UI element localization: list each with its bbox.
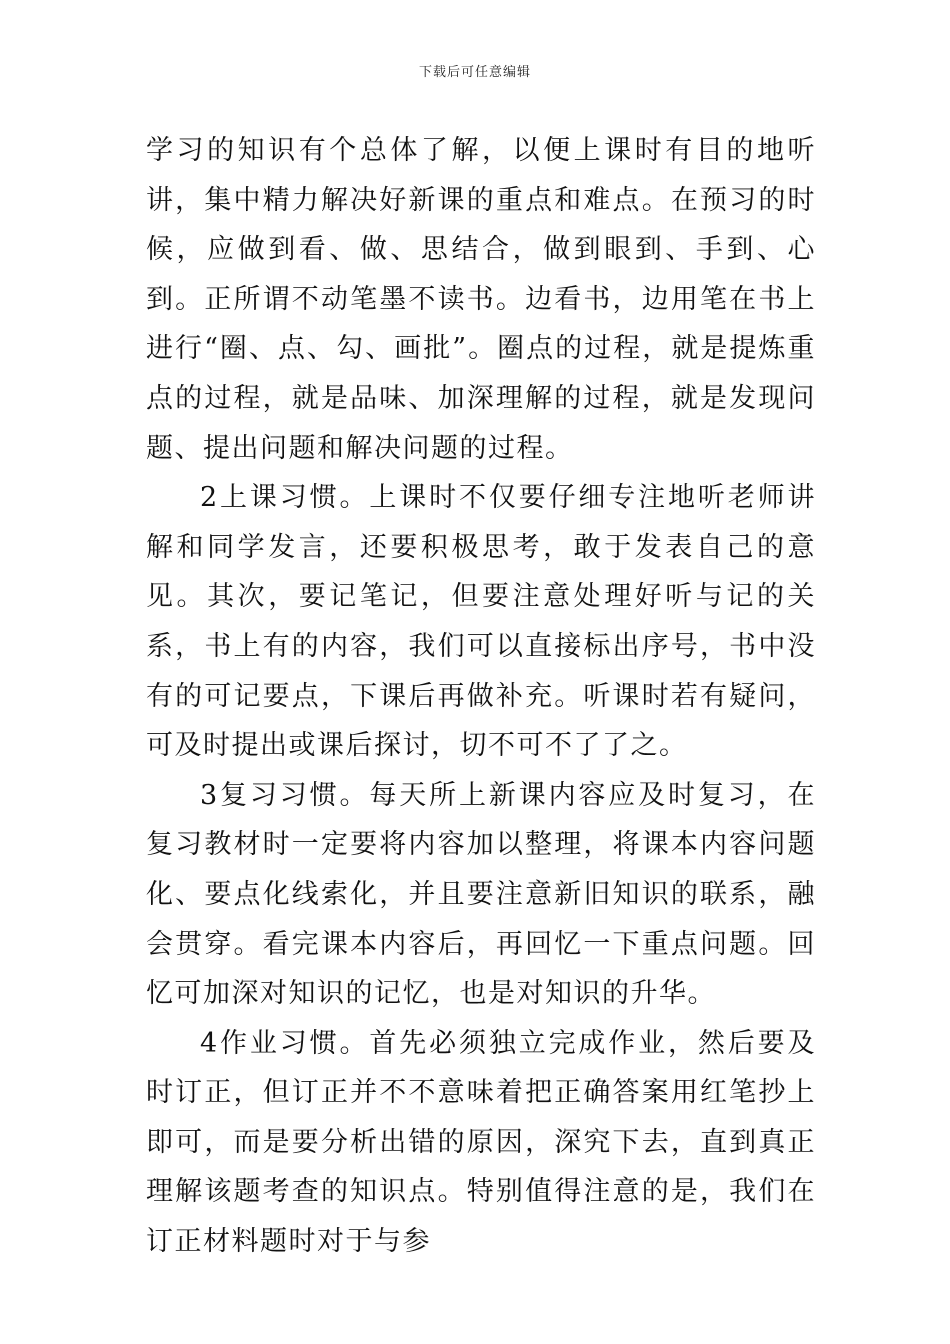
paragraph-review-habits: 3复习习惯。每天所上新课内容应及时复习，在复习教材时一定要将内容加以整理，将课本内容问题化、要点化线索化，并且要注意新旧知识的联系，融会贯穿。看完课本内容后，再回忆一下重点问题。回忆可加深对知识的记忆，也是对知识的升华。	[146, 779, 816, 1010]
document-body	[146, 126, 816, 1267]
paragraph-class-habits: 2上课习惯。上课时不仅要仔细专注地听老师讲解和同学发言，还要积极思考，敢于发表自己的意见。其次，要记笔记，但要注意处理好听与记的关系，书上有的内容，我们可以直接标出序号，书中没有的可记要点，下课后再做补充。听课时若有疑问，可及时提出或课后探讨，切不可不了了之。	[146, 482, 816, 762]
paragraph-homework-habits: 4作业习惯。首先必须独立完成作业，然后要及时订正，但订正并不不意味着把正确答案用红笔抄上即可，而是要分析出错的原因，深究下去，直到真正理解该题考查的知识点。特别值得注意的是，我们在订正材料题时对于与参	[146, 1027, 816, 1258]
paragraph-preview-continuation: 学习的知识有个总体了解，以便上课时有目的地听讲，集中精力解决好新课的重点和难点。在预习的时候，应做到看、做、思结合，做到眼到、手到、心到。正所谓不动笔墨不读书。边看书，边用笔在书上进行“圈、点、勾、画批”。圈点的过程，就是提炼重点的过程，就是品味、加深理解的过程，就是发现问题、提出问题和解决问题的过程。	[146, 135, 816, 464]
page-header: 下载后可任意编辑	[418, 65, 531, 80]
